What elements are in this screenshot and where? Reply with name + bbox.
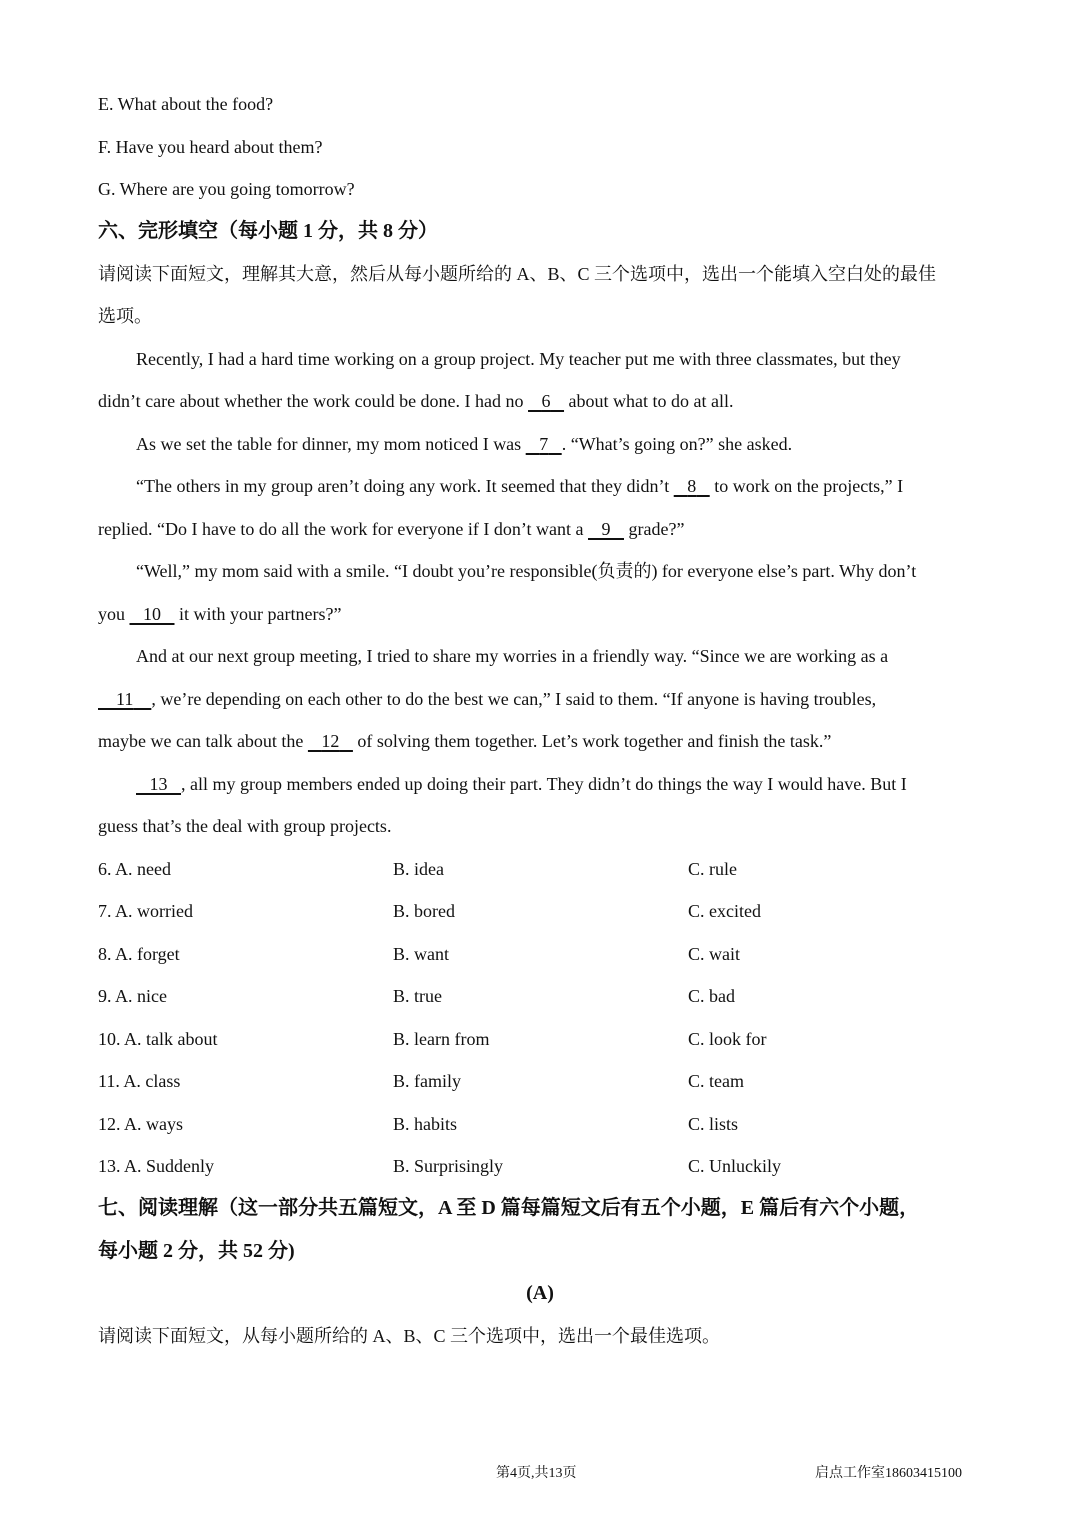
passage-text: it with your partners?” xyxy=(174,604,342,624)
passage-line: Recently, I had a hard time working on a group project. My teacher put me with three classmates, but they xyxy=(136,349,901,369)
option-e: E. What about the food? xyxy=(98,94,274,114)
section-6-instruction: 请阅读下面短文，理解其大意，然后从每小题所给的 A、B、C 三个选项中，选出一个能填入空白处的最佳 xyxy=(98,264,937,284)
blank-12: 12 xyxy=(321,731,340,751)
blank-10: 10 xyxy=(143,604,161,624)
passage-line: “Well,” my mom said with a smile. “I doubt you’re responsible(负责的) for everyone else’s part. Why don’t xyxy=(136,561,917,581)
passage-text: you xyxy=(98,604,130,624)
section-7-instruction: 请阅读下面短文，从每小题所给的 A、B、C 三个选项中，选出一个最佳选项。 xyxy=(98,1326,721,1346)
option-a: 9. A. nice xyxy=(98,986,167,1006)
passage-text: “The others in my group aren’t doing any work. It seemed that they didn’t xyxy=(136,476,674,496)
section-6-instruction-cont: 选项。 xyxy=(98,306,152,326)
passage-text: to work on the projects,” I xyxy=(709,476,904,496)
passage-text: replied. “Do I have to do all the work for everyone if I don’t want a xyxy=(98,519,588,539)
option-a: 7. A. worried xyxy=(98,901,193,921)
option-a: 11. A. class xyxy=(98,1071,181,1091)
passage-line xyxy=(98,602,341,626)
blank-7: 7 xyxy=(539,434,549,454)
section-7-title: 七、阅读理解（这一部分共五篇短文，A 至 D 篇每篇短文后有五个小题，E 篇后有六个小题， xyxy=(98,1197,920,1219)
blank-13: 13 xyxy=(149,774,168,794)
option-a: 12. A. ways xyxy=(98,1114,183,1134)
option-c: C. Unluckily xyxy=(688,1156,781,1176)
option-b: B. family xyxy=(393,1071,461,1091)
option-b: B. want xyxy=(393,944,449,964)
option-b: B. learn from xyxy=(393,1029,490,1049)
option-c: C. wait xyxy=(688,944,740,964)
section-6-title: 六、完形填空（每小题 1 分，共 8 分） xyxy=(98,220,438,242)
option-b: B. true xyxy=(393,986,442,1006)
option-b: B. bored xyxy=(393,901,455,921)
option-g: G. Where are you going tomorrow? xyxy=(98,179,355,199)
option-b: B. idea xyxy=(393,859,444,879)
passage-line xyxy=(136,772,907,796)
passage-line xyxy=(98,729,831,753)
section-7-title-cont: 每小题 2 分，共 52 分) xyxy=(98,1240,295,1262)
passage-line: guess that’s the deal with group projects. xyxy=(98,816,392,836)
passage-text: . “What’s going on?” she asked. xyxy=(561,434,793,454)
blank-11: 11 xyxy=(116,689,134,709)
passage-text: , all my group members ended up doing their part. They didn’t do things the way I would have. But I xyxy=(181,774,907,794)
passage-line xyxy=(98,517,684,541)
passage-line xyxy=(136,432,792,456)
option-c: C. excited xyxy=(688,901,761,921)
passage-text: As we set the table for dinner, my mom noticed I was xyxy=(136,434,526,454)
passage-text: grade?” xyxy=(624,519,685,539)
passage-text: didn’t care about whether the work could be done. I had no xyxy=(98,391,529,411)
blank-8: 8 xyxy=(687,476,697,496)
option-c: C. team xyxy=(688,1071,744,1091)
passage-line: And at our next group meeting, I tried to share my worries in a friendly way. “Since we are working as a xyxy=(136,646,889,666)
passage-text: maybe we can talk about the xyxy=(98,731,308,751)
option-a: 8. A. forget xyxy=(98,944,180,964)
option-b: B. Surprisingly xyxy=(393,1156,504,1176)
passage-line xyxy=(136,474,903,498)
option-a: 6. A. need xyxy=(98,859,171,879)
option-b: B. habits xyxy=(393,1114,458,1134)
passage-line xyxy=(98,389,734,413)
passage-text: of solving them together. Let’s work together and finish the task.” xyxy=(352,731,832,751)
part-a-label: (A) xyxy=(526,1282,554,1304)
option-a: 13. A. Suddenly xyxy=(98,1156,215,1176)
option-c: C. rule xyxy=(688,859,737,879)
passage-text: about what to do at all. xyxy=(564,391,734,411)
passage-line xyxy=(98,687,876,711)
option-c: C. bad xyxy=(688,986,735,1006)
studio-contact: 启点工作室18603415100 xyxy=(815,1466,962,1481)
page-number: 第4页,共13页 xyxy=(496,1466,577,1481)
blank-6: 6 xyxy=(541,391,551,411)
option-c: C. look for xyxy=(688,1029,767,1049)
passage-text: , we’re depending on each other to do the best we can,” I said to them. “If anyone is having troubles, xyxy=(151,689,877,709)
option-a: 10. A. talk about xyxy=(98,1029,218,1049)
option-c: C. lists xyxy=(688,1114,739,1134)
option-f: F. Have you heard about them? xyxy=(98,137,323,157)
blank-9: 9 xyxy=(601,519,611,539)
